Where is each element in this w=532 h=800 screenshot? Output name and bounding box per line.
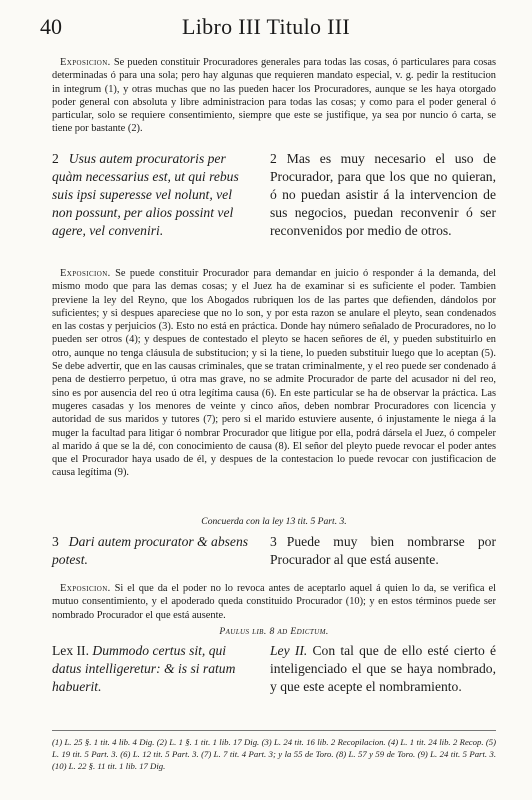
page-header <box>40 14 492 48</box>
exposition-text: Si el que da el poder no lo revoca antes de aceptarlo aquel á quien lo da, se verifica el mutuo consentimiento, y el apoderado queda constituido Procurador (10); y en estos términos puede ser nombrado Procurador el que está ausente. <box>52 583 496 621</box>
spanish-text-3: 3 Puede muy bien nombrarse por Procurador al que está ausente. <box>270 534 496 567</box>
spanish-text-2: 2 Mas es muy necesario el uso de Procurador, para que los que no quieran, ó no puedan asistir á la intervencion de sus negocios, puedan reconvenir ó ser reconvenidos por medio de otros. <box>270 151 496 238</box>
exposition-text: Se pueden constituir Procuradores generales para todas las cosas, ó particulares para cosas determinadas ó para una sola; pero hay algunas que requieren mandato especial, v. g. pedir la restitucion in integrum (1), y otras muchas que no las pueden hacer los Procuradores, aunque se les haya otorgado poder general con absoluta y libre administracion para todas las cosas; y como para el poder general ó particular, solo se requiere consentimiento, siempre que este se justifique, ya sea por nuncio ó carta, se tiene por bastante (2). <box>52 57 496 135</box>
latin-text-2: 2 Usus autem procuratoris per quàm necessarius est, ut qui rebus suis ipsi superesse vel nolunt, vel non possunt, per alios possint vel agere, vel conveniri. <box>52 151 239 238</box>
exposition-paragraph-1 <box>52 56 496 136</box>
latin-text-lex-2: Lex II. Dummodo certus sit, qui datus intelligeretur: & is si ratum habuerit. <box>52 643 236 694</box>
exposition-label: Exposicion. <box>60 583 111 594</box>
footnote-rule <box>52 730 496 731</box>
latin-text-3: 3 Dari autem procurator & absens potest. <box>52 534 249 567</box>
exposition-paragraph-2 <box>52 267 496 480</box>
lex-2-columns <box>52 642 496 722</box>
source-attribution: Paulus lib. 8 ad Edictum. <box>219 626 329 637</box>
exposition-label: Exposicion. <box>60 268 111 279</box>
footnotes: (1) L. 25 §. 1 tit. 4 lib. 4 Dig. (2) L. 1 §. 1 tit. 1 lib. 17 Dig. (3) L. 24 tit. 16 lib. 2 Recopilacion. (4) L. 1 tit. 24 lib. 2 Recop. (5) L. 19 tit. 5 Part. 3. (6) L. 12 tit. 5 Part. 3. (7) L. 7 tit. 4 Part. 3; y la 55 de Toro. (8) L. 57 y 59 de Toro. (9) L. 24 tit. 5 Part. 3. (10) L. 22 §. 11 tit. 1 lib. 17 Dig. <box>52 737 496 771</box>
exposition-text: Se puede constituir Procurador para demandar en juicio ó responder á la demanda, del mismo modo que para las demas cosas; y el Juez ha de examinar si es suficiente el poder. Tambien previene la ley del Reyno, que los Abogados rubriquen los de las partes que defienden, dándolos por suficientes; y si despues apareciese que no lo son, y por esta razon se anulare el pleyto, sean condenados en las costas y perjuicios (3). Esto no está en práctica. Donde hay número señalado de Procuradores, no lo pueden ser otros (4); y despues de contestado el pleyto se hacen señores de él, y pueden substituirlo en otro, aunque no tenga cláusula de substitucion; y si la tiene, lo pueden substituir luego que lo aceptan (5). Se debe advertir, que en las causas criminales, que se tratan criminalmente, y el reo puede ser condenado á pena de destierro perpetuo, ú otra mas grave, no se admite Procurador de parte del acusador ni del reo, sino es por ausencia del reo ú otra legítima causa (6). En este particular se ha de observar la práctica. Las mugeres casadas y los menores de veinte y cinco años, deben nombrar Procuradores con licencia y autoridad de sus maridos y tutores (7); pero si el marido estuviere ausente, ó injustamente le niega á la muger la facultad para litigar ó nombrar Procurador que litigue por ella, podrá dársela el Juez, ó compeler al marido á que se la dé, con conocimiento de causa (8). El señor del pleyto puede revocar el poder antes que el Procurador haya usado de él, y despues de la contestacion lo puede revocar con justificacion de causa legítima (9). <box>52 268 496 479</box>
page-number: 40 <box>40 14 62 39</box>
concordance-note: Concuerda con la ley 13 tit. 5 Part. 3. <box>201 516 347 527</box>
law-2-columns <box>52 150 496 260</box>
law-3-columns <box>52 533 496 573</box>
exposition-paragraph-3 <box>52 582 496 622</box>
running-head: Libro III Titulo III <box>182 14 350 39</box>
spanish-text-ley-2: Ley II. Con tal que de ello esté cierto é inteligenciado el que se haya nombrado, y que este acepte el nombramiento. <box>270 643 497 694</box>
exposition-label: Exposicion. <box>60 57 111 68</box>
